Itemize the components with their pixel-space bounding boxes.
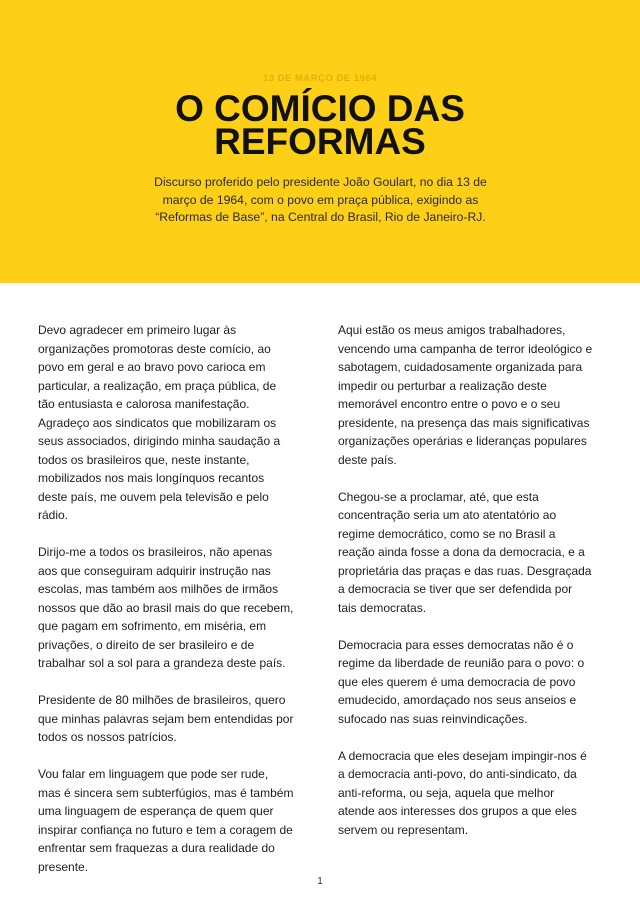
left-column [38, 321, 294, 895]
page-number: 1 [317, 876, 323, 887]
speech-date: 13 DE MARÇO DE 1964 [262, 73, 378, 84]
body-paragraph: Presidente de 80 milhões de brasileiros, quero que minhas palavras sejam bem entendidas por todos os nossos patrícios. [38, 693, 294, 744]
page-title [0, 88, 640, 162]
body-paragraph: Chegou-se a proclamar, até, que esta concentração seria um ato atentatório ao regime democrático, como se no Brasil a reação ainda fosse a dona da democracia, e a proprietária das praças e das ruas. Desgraçada a democracia se tiver que ser defendida por tais democratas. [338, 489, 592, 615]
header-banner [0, 0, 640, 283]
body-paragraph: Democracia para esses democratas não é o regime da liberdade de reunião para o povo: o que eles querem é uma democracia de povo emudecido, amordaçado nos seus anseios e sufocado nas suas reinvindicações. [338, 637, 585, 726]
right-column [338, 321, 594, 858]
title-line-1: O COMÍCIO DAS [175, 88, 465, 129]
body-paragraph: Vou falar em linguagem que pode ser rude, mas é sincera sem subterfúgios, mas é também uma linguagem de esperança de quem quer inspirar confiança no futuro e tem a coragem de enfrentar sem fraquezas a dura realidade do presente. [38, 767, 294, 874]
body-paragraph: Devo agradecer em primeiro lugar às organizações promotoras deste comício, ao povo em geral e ao bravo povo carioca em particular, a realização, em praça pública, de tão entusiasta e calorosa manifestação. Agradeço aos sindicatos que mobilizaram os seus associados, dirigindo minha saudação a todos os brasileiros que, neste instante, mobilizados nos mais longínquos recantos deste país, me ouvem pela televisão e pelo rádio. [38, 323, 281, 522]
intro-paragraph: Discurso proferido pelo presidente João Goulart, no dia 13 de março de 1964, com o povo em praça pública, exigindo as “Reformas de Base”, na Central do Brasil, Rio de Janeiro-RJ. [154, 175, 487, 224]
body-paragraph: A democracia que eles desejam impingir-nos é a democracia anti-povo, do anti-sindicato, da anti-reforma, ou seja, aquela que melhor atende aos interesses dos grupos a que eles servem ou representam. [338, 748, 587, 837]
body-paragraph: Dirijo-me a todos os brasileiros, não apenas aos que conseguiram adquirir instrução nas escolas, mas também aos milhões de irmãos nossos que dão ao brasil mais do que recebem, que pagam em sofrimento, em miséria, em privações, o direito de ser brasileiro e de trabalhar sol a sol para a grandeza deste país. [38, 545, 294, 670]
title-line-2: REFORMAS [214, 121, 426, 162]
body-paragraph: Aqui estão os meus amigos trabalhadores, vencendo uma campanha de terror ideológico e sabotagem, cuidadosamente organizada para impedir ou perturbar a realização deste memorável encontro entre o povo e o seu presidente, na presença das mais significativas organizações operárias e lideranças populares deste país. [338, 323, 593, 467]
